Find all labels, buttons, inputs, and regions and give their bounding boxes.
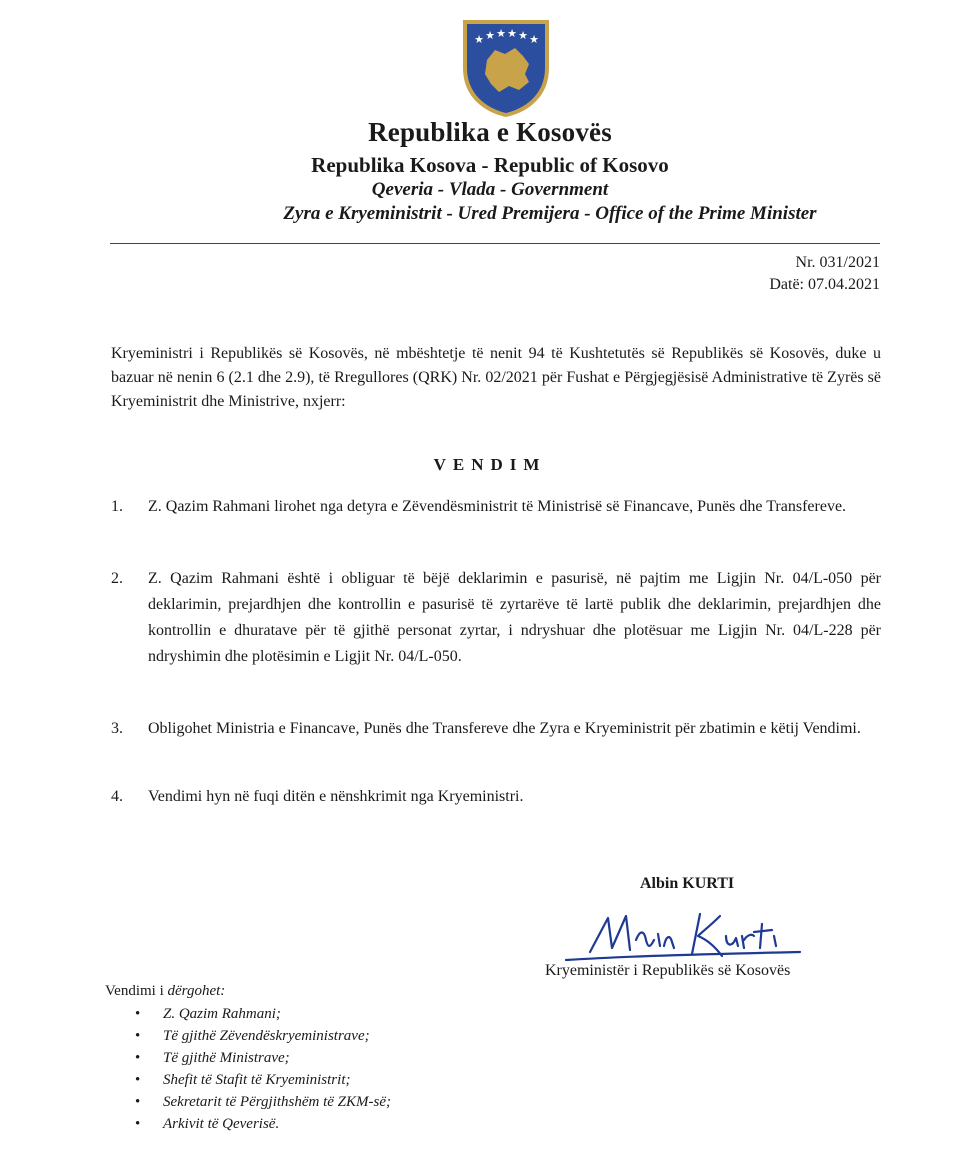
item-number: 2. xyxy=(111,570,123,587)
decision-item xyxy=(111,566,881,670)
signatory-name: Albin KURTI xyxy=(640,875,735,892)
header-subtitle: Republika Kosova - Republic of Kosovo xyxy=(311,153,669,177)
distribution-list xyxy=(105,983,391,1135)
header-title: Republika e Kosovës xyxy=(368,117,612,147)
item-number: 4. xyxy=(111,788,123,805)
item-text: Vendimi hyn në fuqi ditën e nënshkrimit nga Kryeministri. xyxy=(148,788,524,805)
decision-item xyxy=(111,494,881,520)
item-text: Z. Qazim Rahmani është i obliguar të bëjë deklarimin e pasurisë, në pajtim me Ligjin Nr. 04/L-050 për deklarimin, prejardhjen dhe kontrollin e pasurisë të zyrtarëve të lartë publik dhe deklarimin, prejardhjen dhe kontrollin e dhuratave për të gjithë personat zyrtar, i ndryshuar dhe plotësuar me Ligjin Nr. 04/L-228 për ndryshimin dhe plotësimin e Ligjit Nr. 04/L-050. xyxy=(148,570,881,665)
list-item xyxy=(105,1091,391,1113)
recipient: Të gjithë Zëvendëskryeministrave; xyxy=(163,1028,370,1044)
recipient: Të gjithë Ministrave; xyxy=(163,1050,290,1066)
signatory-title: Kryeministër i Republikës së Kosovës xyxy=(545,962,791,979)
handwritten-signature xyxy=(560,900,810,970)
document-date: Datë: 07.04.2021 xyxy=(769,276,880,293)
item-number: 3. xyxy=(111,720,123,737)
recipient: Sekretarit të Përgjithshëm të ZKM-së; xyxy=(163,1094,392,1110)
decision-item xyxy=(111,784,881,810)
decision-title: VENDIM xyxy=(433,455,547,474)
bullet-icon: • xyxy=(135,1006,141,1022)
item-number: 1. xyxy=(111,498,123,515)
svg-text:★: ★ xyxy=(529,34,539,46)
bullet-icon: • xyxy=(135,1028,141,1044)
svg-text:★: ★ xyxy=(518,30,528,42)
recipient: Shefit të Stafit të Kryeministrit; xyxy=(163,1072,351,1088)
bullet-icon: • xyxy=(135,1050,141,1066)
recipient: Arkivit të Qeverisë. xyxy=(163,1116,280,1132)
header-office: Zyra e Kryeministrit - Ured Premijera - Office of the Prime Minister xyxy=(283,203,817,224)
distribution-label-emph: dërgohet: xyxy=(167,983,226,999)
svg-text:★: ★ xyxy=(474,34,484,46)
list-item xyxy=(105,1069,391,1091)
preamble: Kryeministri i Republikës së Kosovës, në mbështetje të nenit 94 të Kushtetutës së Republikës së Kosovës, duke u bazuar në nenin 6 (2.1 dhe 2.9), të Rregullores (QRK) Nr. 02/2021 për Fushat e Përgjegjësisë Administrative të Zyrës së Kryeministrit dhe Ministrive, nxjerr: xyxy=(111,345,881,410)
header-government: Qeveria - Vlada - Government xyxy=(371,179,609,200)
item-text: Z. Qazim Rahmani lirohet nga detyra e Zëvendësministrit të Ministrisë së Financave, Punës dhe Transfereve. xyxy=(148,498,847,515)
svg-text:★: ★ xyxy=(485,30,495,42)
header-divider xyxy=(110,243,880,244)
svg-text:★: ★ xyxy=(496,28,506,40)
list-item xyxy=(105,1113,391,1135)
distribution-label-prefix: Vendimi i xyxy=(105,983,168,999)
bullet-icon: • xyxy=(135,1116,141,1132)
bullet-icon: • xyxy=(135,1094,141,1110)
kosovo-coat-of-arms-icon xyxy=(459,16,553,120)
svg-text:★: ★ xyxy=(507,28,517,40)
bullet-icon: • xyxy=(135,1072,141,1088)
document-number: Nr. 031/2021 xyxy=(795,254,880,271)
item-text: Obligohet Ministria e Financave, Punës dhe Transfereve dhe Zyra e Kryeministrit për zbatimin e këtij Vendimi. xyxy=(148,720,861,737)
list-item xyxy=(105,1047,391,1069)
list-item xyxy=(105,1003,391,1025)
distribution-label xyxy=(105,983,391,1000)
list-item xyxy=(105,1025,391,1047)
recipient: Z. Qazim Rahmani; xyxy=(163,1006,281,1022)
decision-item xyxy=(111,716,881,742)
